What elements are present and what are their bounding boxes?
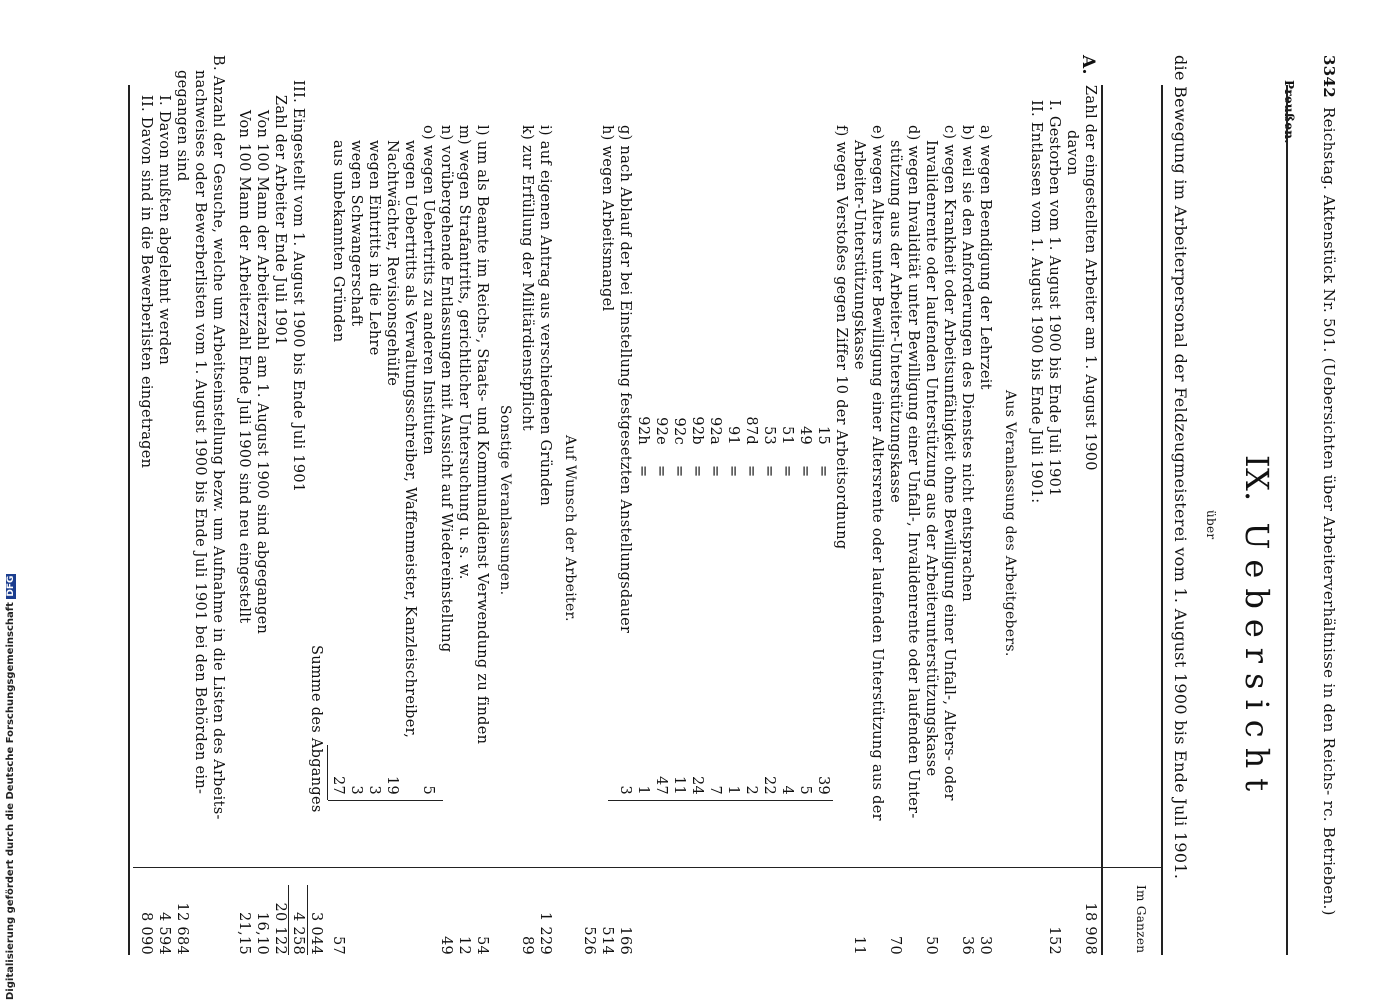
- digitization-credit: [5, 575, 25, 1000]
- row-k: k) zur Erfüllung der Militärdienstpflicht: [519, 125, 535, 431]
- row-a: a) wegen Beendigung der Lehrzeit: [977, 125, 993, 390]
- row-zahl: Zahl der Arbeiter Ende Juli 1901: [272, 95, 288, 346]
- credit-text: Digitalisierung gefördert durch die Deutsche Forschungsgemeinschaft: [5, 602, 16, 1000]
- state-label: Preußen.: [1282, 80, 1296, 144]
- dfg-logo: DFG: [6, 575, 16, 597]
- row-p2-value: 21,15: [236, 911, 252, 955]
- f-item-value: 24: [689, 775, 705, 795]
- row-n: n) vorübergehende Entlassungen mit Aussicht auf Wiedereinstellung: [438, 125, 454, 653]
- rotated-document: [98, 55, 1338, 985]
- III-rule: [288, 885, 289, 955]
- f-item-label: 49: [797, 425, 813, 445]
- f-item-label: 92a: [707, 417, 723, 445]
- row-b: b) weil sie den Anforderungen des Dienstes nicht entsprachen: [959, 125, 975, 602]
- ueber-word: über: [1204, 510, 1218, 540]
- f-item-label: 92c: [671, 417, 687, 445]
- f-item-value: 47: [653, 775, 669, 795]
- row-k-value: 89: [519, 935, 535, 955]
- row-o5-value: 3: [348, 785, 364, 795]
- row-d2: stützung aus der Arbeiter-Unterstützungskasse: [887, 140, 903, 503]
- row-p1: Von 100 Mann der Arbeiterzahl am 1. August 1900 sind abgegangen: [254, 110, 270, 635]
- row-o4: wegen Eintritts in die Lehre: [366, 140, 382, 356]
- f-item-mark: =: [725, 465, 741, 478]
- row-m-value: 12: [456, 935, 472, 955]
- row-o6-value: 27: [330, 775, 346, 795]
- row-B3: gegangen sind: [174, 70, 190, 182]
- f-item-mark: =: [797, 465, 813, 478]
- row-l: l) um als Beamte im Reichs-, Staats- und Kommunaldienst Verwendung zu finden: [474, 125, 490, 745]
- header-rule: [1161, 85, 1163, 955]
- row-f: f) wegen Verstoßes gegen Ziffer 10 der Arbeitsordnung: [833, 125, 849, 550]
- top-rule: [1286, 85, 1288, 955]
- row-p1-value: 16,10: [254, 911, 270, 955]
- row-c2: Invalidenrente oder laufenden Unterstützung aus der Arbeiterunterstützungskasse: [923, 140, 939, 777]
- sum-rule: [327, 745, 328, 800]
- row-II: II. Entlassen vom 1. August 1900 bis Ende Juli 1901:: [1028, 100, 1044, 504]
- row-o4-value: 3: [366, 785, 382, 795]
- row-o2: wegen Uebertritts als Verwaltungsschreiber, Waffenmeister, Kanzleischreiber,: [402, 140, 418, 739]
- subcolumn-divider: [608, 800, 833, 801]
- f-item-label: 92e: [653, 417, 669, 445]
- f-item-value: 11: [671, 775, 687, 795]
- row-l-value: 54: [474, 935, 490, 955]
- row-o: o) wegen Uebertritts zu anderen Instituten: [420, 125, 436, 455]
- f-item-value: 7: [707, 785, 723, 795]
- sonstige-heading: Sonstige Veranlassungen.: [497, 405, 513, 596]
- row-c1: c) wegen Krankheit oder Arbeitsunfähigkeit ohne Bewilligung einer Unfall-, Alters- oder: [941, 125, 957, 801]
- row-BI: I. Davon mußten abgelehnt werden: [156, 95, 172, 366]
- f-extra-value: 3: [617, 785, 633, 795]
- f-item-value: 2: [743, 785, 759, 795]
- row-g-value: 514: [599, 926, 615, 955]
- row-zahl-value: 20 122: [272, 902, 288, 955]
- f-item-mark: =: [671, 465, 687, 478]
- row-a-value: 30: [977, 935, 993, 955]
- row-m: m) wegen Strafantritts, gerichtlicher Untersuchung u. s. w.: [456, 125, 472, 580]
- f-item-value: 5: [797, 785, 813, 795]
- heading: Uebersicht: [1238, 522, 1276, 802]
- row-h-value: 526: [581, 926, 597, 955]
- f-item-value: 39: [815, 775, 831, 795]
- row-g: g) nach Ablauf der bei Einstellung festgesetzten Anstellungsdauer: [617, 125, 633, 634]
- row-e2: Arbeiter-Unterstützungskasse: [851, 140, 867, 370]
- page-number: 3342: [1320, 55, 1338, 98]
- row-B2: nachweises oder Bewerberlisten vom 1. August 1900 bis Ende Juli 1901 bei den Behörden ein-: [192, 70, 208, 795]
- f-item-value: 4: [779, 785, 795, 795]
- row-h: h) wegen Arbeitsmangel: [599, 125, 615, 312]
- row-BII-value: 8 090: [138, 911, 154, 955]
- auf-wunsch-heading: Auf Wunsch der Arbeiter.: [562, 435, 578, 622]
- row-n-value: 49: [438, 935, 454, 955]
- row-A-marker: A.: [1078, 55, 1098, 75]
- f-item-value: 22: [761, 775, 777, 795]
- f-item-label: 51: [779, 425, 795, 445]
- row-III: III. Eingestellt vom 1. August 1900 bis Ende Juli 1901: [290, 80, 306, 493]
- f-item-label: 87d: [743, 416, 759, 445]
- f-item-value: 1: [725, 785, 741, 795]
- row-A: Zahl der eingestellten Arbeiter am 1. August 1900: [1082, 85, 1098, 471]
- row-e-value: 11: [851, 935, 867, 955]
- row-o3: Nachtwächter, Revisionsgehülfe: [384, 140, 400, 387]
- f-item-label: 15: [815, 425, 831, 445]
- bottom-rule: [128, 85, 130, 955]
- row-f-value: 166: [617, 926, 633, 955]
- row-o-total: 57: [330, 935, 346, 955]
- row-d1: d) wegen Invalidität unter Bewilligung einer Unfall-, Invalidenrente oder laufenden Unter-: [905, 125, 921, 819]
- f-item-mark: =: [653, 465, 669, 478]
- f-item-label: 91: [725, 425, 741, 445]
- f-item-mark: =: [761, 465, 777, 478]
- row-o-value: 5: [420, 785, 436, 795]
- row-d-value: 70: [887, 935, 903, 955]
- row-A-davon: davon: [1064, 130, 1080, 176]
- f-item-mark: =: [635, 465, 651, 478]
- summe-value: 3 044: [308, 911, 324, 955]
- row-e1: e) wegen Alters unter Bewilligung einer Altersrente oder laufenden Unterstützung aus der: [869, 125, 885, 821]
- header-rule-2: [1101, 85, 1103, 955]
- row-I: I. Gestorben vom 1. August 1900 bis Ende Juli 1901: [1046, 100, 1062, 497]
- f-item-label: 92h: [635, 416, 651, 445]
- f-item-mark: =: [707, 465, 723, 478]
- row-o6: aus unbekannten Gründen: [330, 140, 346, 343]
- row-o3-value: 19: [384, 775, 400, 795]
- subcolumn-divider-2: [328, 800, 443, 801]
- row-B1: B. Anzahl der Gesuche, welche um Arbeitseinstellung bezw. um Aufnahme in die Listen des Arbeits-: [210, 55, 226, 820]
- row-A-value: 18 908: [1082, 902, 1098, 955]
- subtitle: die Bewegung im Arbeiterpersonal der Feldzeugmeisterei vom 1. August 1900 bis Ende Juli 1901.: [1171, 55, 1190, 880]
- row-BII: II. Davon sind in die Bewerberlisten eingetragen: [138, 95, 154, 469]
- row-i-value: 1 229: [537, 911, 553, 955]
- column-divider: [133, 867, 1163, 868]
- row-o5: wegen Schwangerschaft: [348, 140, 364, 327]
- aus-arbeitgeber-heading: Aus Veranlassung des Arbeitgebers.: [1002, 390, 1018, 657]
- f-item-label: 53: [761, 425, 777, 445]
- f-item-mark: =: [779, 465, 795, 478]
- row-p2: Von 100 Mann der Arbeiterzahl Ende Juli 1900 sind neu eingestellt: [236, 110, 252, 624]
- roman-numeral: IX. Uebersicht: [1238, 455, 1276, 802]
- column-header: Im Ganzen: [1134, 885, 1148, 954]
- row-I-value: 152: [1046, 926, 1062, 955]
- summe-label: Summe des Abganges: [308, 645, 324, 813]
- f-item-mark: =: [815, 465, 831, 478]
- row-c-value: 50: [923, 935, 939, 955]
- row-B-value: 12 684: [174, 902, 190, 955]
- f-item-mark: =: [689, 465, 705, 478]
- row-i: i) auf eigenen Antrag aus verschiedenen Gründen: [537, 125, 553, 506]
- f-item-mark: =: [743, 465, 759, 478]
- f-item-value: 1: [635, 785, 651, 795]
- running-title: Reichstag. Aktenstück Nr. 501. (Uebersichten über Arbeiterverhältnisse in den Reichs- rc. Betrieben.): [1320, 107, 1338, 916]
- row-BI-value: 4 594: [156, 911, 172, 955]
- row-b-value: 36: [959, 935, 975, 955]
- row-III-value: 4 258: [290, 911, 306, 955]
- f-item-label: 92b: [689, 416, 705, 445]
